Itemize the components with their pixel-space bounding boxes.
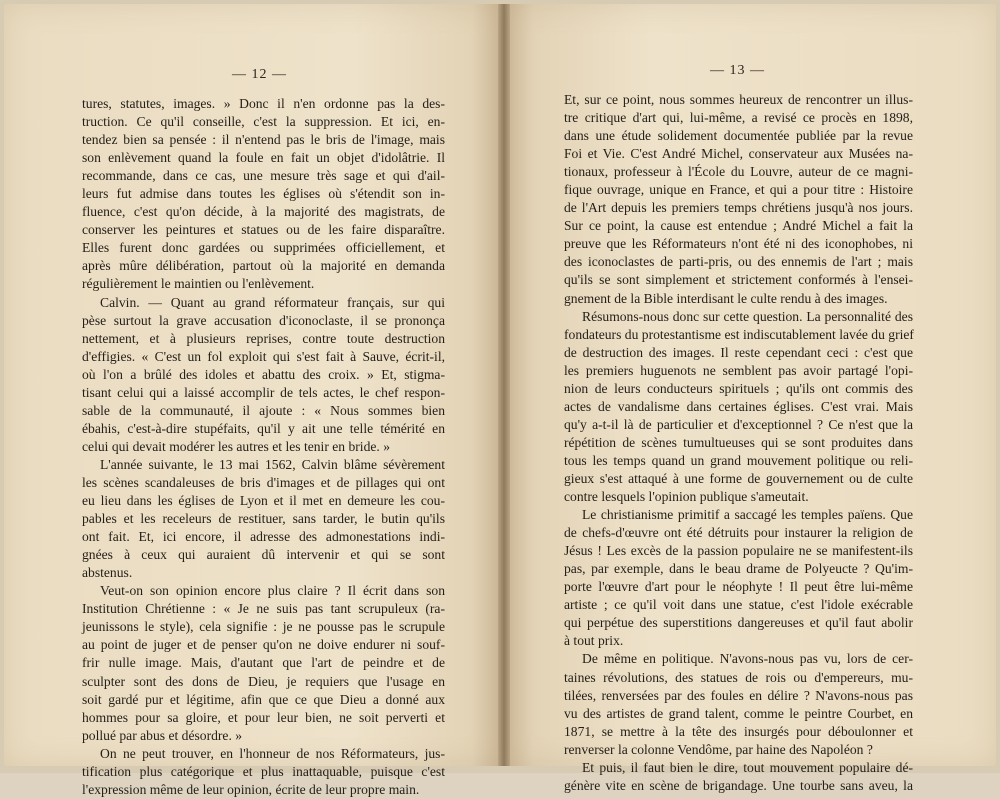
text-line: qu'ils se sont simplement et strictement conformés à l'ensei-: [564, 272, 913, 288]
text-line: répétition de scènes tumultueuses qui se sont produites dans: [564, 434, 913, 450]
text-line: celui qui devait modérer les autres et les tenir en bride. »: [82, 438, 391, 454]
text-line: des iconoclastes de parti-pris, ou des ennemis de l'art ; mais: [564, 254, 913, 270]
text-line: nettement, et à plusieurs reprises, contre toute destruction: [82, 330, 445, 346]
text-line: régulièrement le maintien ou l'enlèvement.: [82, 276, 315, 292]
text-line: Institution Chrétienne : « Je ne suis pas tant scrupuleux (ra-: [82, 601, 445, 617]
text-line: Sur ce point, la cause est entendue ; André Michel a fait la: [564, 218, 913, 234]
text-line: pollué par abus et désordre. »: [82, 727, 243, 743]
text-line: fondateurs du protestantisme est indiscutablement lavée du grief: [564, 326, 914, 342]
text-line: tous les temps quand un grand mouvement politique ou reli-: [564, 452, 913, 468]
text-line: les premiers huguenots ne semblent pas avoir partagé l'opi-: [564, 362, 913, 378]
text-line: fique ouvrage, unique en France, et qui a pour titre : Histoire: [564, 182, 913, 198]
text-line: sable de la communauté, il ajoute : « Nous sommes bien: [82, 402, 445, 418]
text-line: gnement de la Bible interdisant le culte rendu à des images.: [564, 290, 888, 306]
text-line: conserver les peintures et statues ou de les faire disparaître.: [82, 222, 445, 238]
text-line: tures, statutes, images. » Donc il n'en ordonne pas la des-: [82, 96, 445, 111]
text-line: où l'on a brûlé des idoles et abattu des croix. » Et, stigma-: [82, 366, 445, 382]
text-line: dans une étude solidement documentée publiée par la revue: [564, 128, 913, 144]
text-line: Foi et Vie. C'est André Michel, conservateur aux Musées na-: [564, 146, 913, 162]
text-line: frir nulle image. Mais, d'autant que l'art de peindre et de: [82, 655, 445, 671]
text-line: recommande, dans ce cas, une mesure très sage et qui d'ail-: [82, 168, 445, 184]
text-line: gieux s'est attaqué à une forme de gouvernement ou de culte: [564, 470, 913, 486]
text-line: preuve que les Réformateurs n'ont été ni des iconophobes, ni: [564, 236, 913, 252]
text-line: de destruction des images. Il reste cependant ceci : c'est que: [564, 344, 913, 360]
text-line: de chefs-d'œuvre ont été détruits pour instaurer la religion de: [564, 525, 913, 541]
text-line: génère vite en scène de brigandage. Une tourbe sans aveu, la: [564, 777, 913, 793]
text-line: Résumons-nous donc sur cette question. La personnalité des: [582, 308, 913, 324]
text-line: tisant celui qui a laissé accomplir de tels actes, le chef respon-: [82, 384, 445, 400]
text-line: Et puis, il faut bien le dire, tout mouvement populaire dé-: [582, 759, 913, 775]
text-line: ont fait. Et, ici encore, il adresse des admonestations indi-: [82, 529, 445, 545]
left-page-text: [82, 95, 445, 799]
text-line: pables et les receleurs de restituer, sans tarder, le butin qu'ils: [82, 511, 445, 527]
text-line: qu'y a-t-il là de particulier et d'exceptionnel ? Ce n'est que la: [564, 416, 913, 432]
text-line: de l'Art depuis les premiers temps chrétiens jusqu'à nos jours.: [564, 200, 913, 216]
text-line: hommes pour sa gloire, et pour leur bien, ne soit perverti et: [82, 709, 445, 725]
text-line: 1871, se mettre à la tête des insurgés pour déboulonner et: [564, 723, 913, 739]
text-line: après mûre délibération, partout où la majorité en demanda: [82, 258, 445, 274]
text-line: Elles furent donc gardées ou supprimées officiellement, et: [82, 240, 445, 256]
text-line: au point de juger et de penser qu'on ne doive endurer ni souf-: [82, 637, 445, 653]
text-line: d'effigies. « C'est un fol exploit qui s'est fait à Sauve, écrit-il,: [82, 348, 445, 364]
text-line: Et, sur ce point, nous sommes heureux de rencontrer un illus-: [564, 92, 913, 107]
right-page-text: [564, 91, 913, 795]
text-line: eu lieu dans les églises de Lyon et il met en demeure les cou-: [82, 493, 445, 509]
text-line: abstenus.: [82, 565, 133, 581]
text-line: tilées, renversées par des foules en délire ? N'avons-nous pas: [564, 687, 913, 703]
book-gutter: [498, 4, 510, 766]
text-line: tification plus catégorique et plus inattaquable, puisque c'est: [82, 763, 445, 779]
text-line: Veut-on son opinion encore plus claire ? Il écrit dans son: [100, 583, 445, 599]
text-line: porte l'œuvre d'art pour le néophyte ! Il peut être lui-même: [564, 579, 913, 595]
text-line: Jésus ! Les excès de la passion populaire ne se manifestent-ils: [564, 543, 913, 559]
text-line: renverser la colonne Vendôme, par haine des Napoléon ?: [564, 741, 873, 757]
text-line: vu des artistes de grand talent, comme le peintre Courbet, en: [564, 705, 913, 721]
text-line: tionaux, professeur à l'École du Louvre, auteur de ce magni-: [564, 164, 913, 180]
text-line: truction. Ce qu'il conseille, c'est la suppression. Et ici, en-: [82, 114, 445, 130]
text-line: à tout prix.: [564, 633, 624, 649]
right-page-number: — 13 —: [710, 63, 765, 78]
text-line: On ne peut trouver, en l'honneur de nos Réformateurs, jus-: [100, 745, 445, 761]
text-line: actes de vandalisme dans certaines églises. C'est vrai. Mais: [564, 398, 913, 414]
text-line: gnées à ceux qui auraient dû intervenir et qui se sont: [82, 547, 445, 563]
text-line: l'expression même de leur opinion, écrite de leur propre main.: [82, 781, 420, 797]
text-line: les scènes scandaleuses de bris d'images et de pillages qui ont: [82, 474, 445, 490]
text-line: taines révolutions, des statues de rois ou d'empereurs, mu-: [564, 669, 913, 685]
text-line: artiste ; ce qu'il voit dans une statue, c'est l'idole exécrable: [564, 597, 913, 613]
text-line: tre critique d'art qui, lui-même, a revisé ce procès en 1898,: [564, 110, 913, 126]
text-line: Le christianisme primitif a saccagé les temples païens. Que: [582, 507, 913, 523]
text-line: L'année suivante, le 13 mai 1562, Calvin blâme sévèrement: [100, 456, 445, 472]
right-page: [504, 4, 996, 793]
text-line: ébahis, c'est-à-dire stupéfaits, qu'il y ait une telle témérité en: [82, 420, 445, 436]
text-line: pèse surtout la grave accusation d'iconoclaste, il se prononça: [82, 312, 445, 328]
text-line: qui perpétue des superstitions dangereuses et qu'il faut abolir: [564, 615, 913, 631]
text-line: contre lesquels l'opinion publique s'ameutait.: [564, 489, 809, 505]
left-page-number: — 12 —: [232, 67, 287, 82]
text-line: Calvin. — Quant au grand réformateur français, sur qui: [100, 294, 445, 310]
text-line: jeunissons le style), cela signifie : je ne pousse pas le scrupule: [82, 619, 445, 635]
text-line: pas, par exemple, dans le beau drame de Polyeucte ? Qu'im-: [564, 561, 913, 577]
text-line: leurs fut admise dans toutes les églises où s'étendit son in-: [82, 186, 445, 202]
text-line: soit gardé pur et légitime, afin que ce que Dieu a donné aux: [82, 691, 445, 707]
text-line: tendez bien sa pensée : il n'entend pas le bris de l'image, mais: [82, 132, 445, 148]
text-line: nion de leurs conducteurs spirituels ; qu'ils ont commis des: [564, 380, 913, 396]
text-line: sculpter sont des dons de Dieu, je requiers que l'usage en: [82, 673, 445, 689]
text-line: fluence, c'est qu'on décide, à la majorité des magistrats, de: [82, 204, 445, 220]
text-line: son enlèvement quand la foule en fait un objet d'idolâtrie. Il: [82, 150, 445, 166]
left-page: [4, 4, 502, 797]
text-line: De même en politique. N'avons-nous pas vu, lors de cer-: [582, 651, 913, 667]
